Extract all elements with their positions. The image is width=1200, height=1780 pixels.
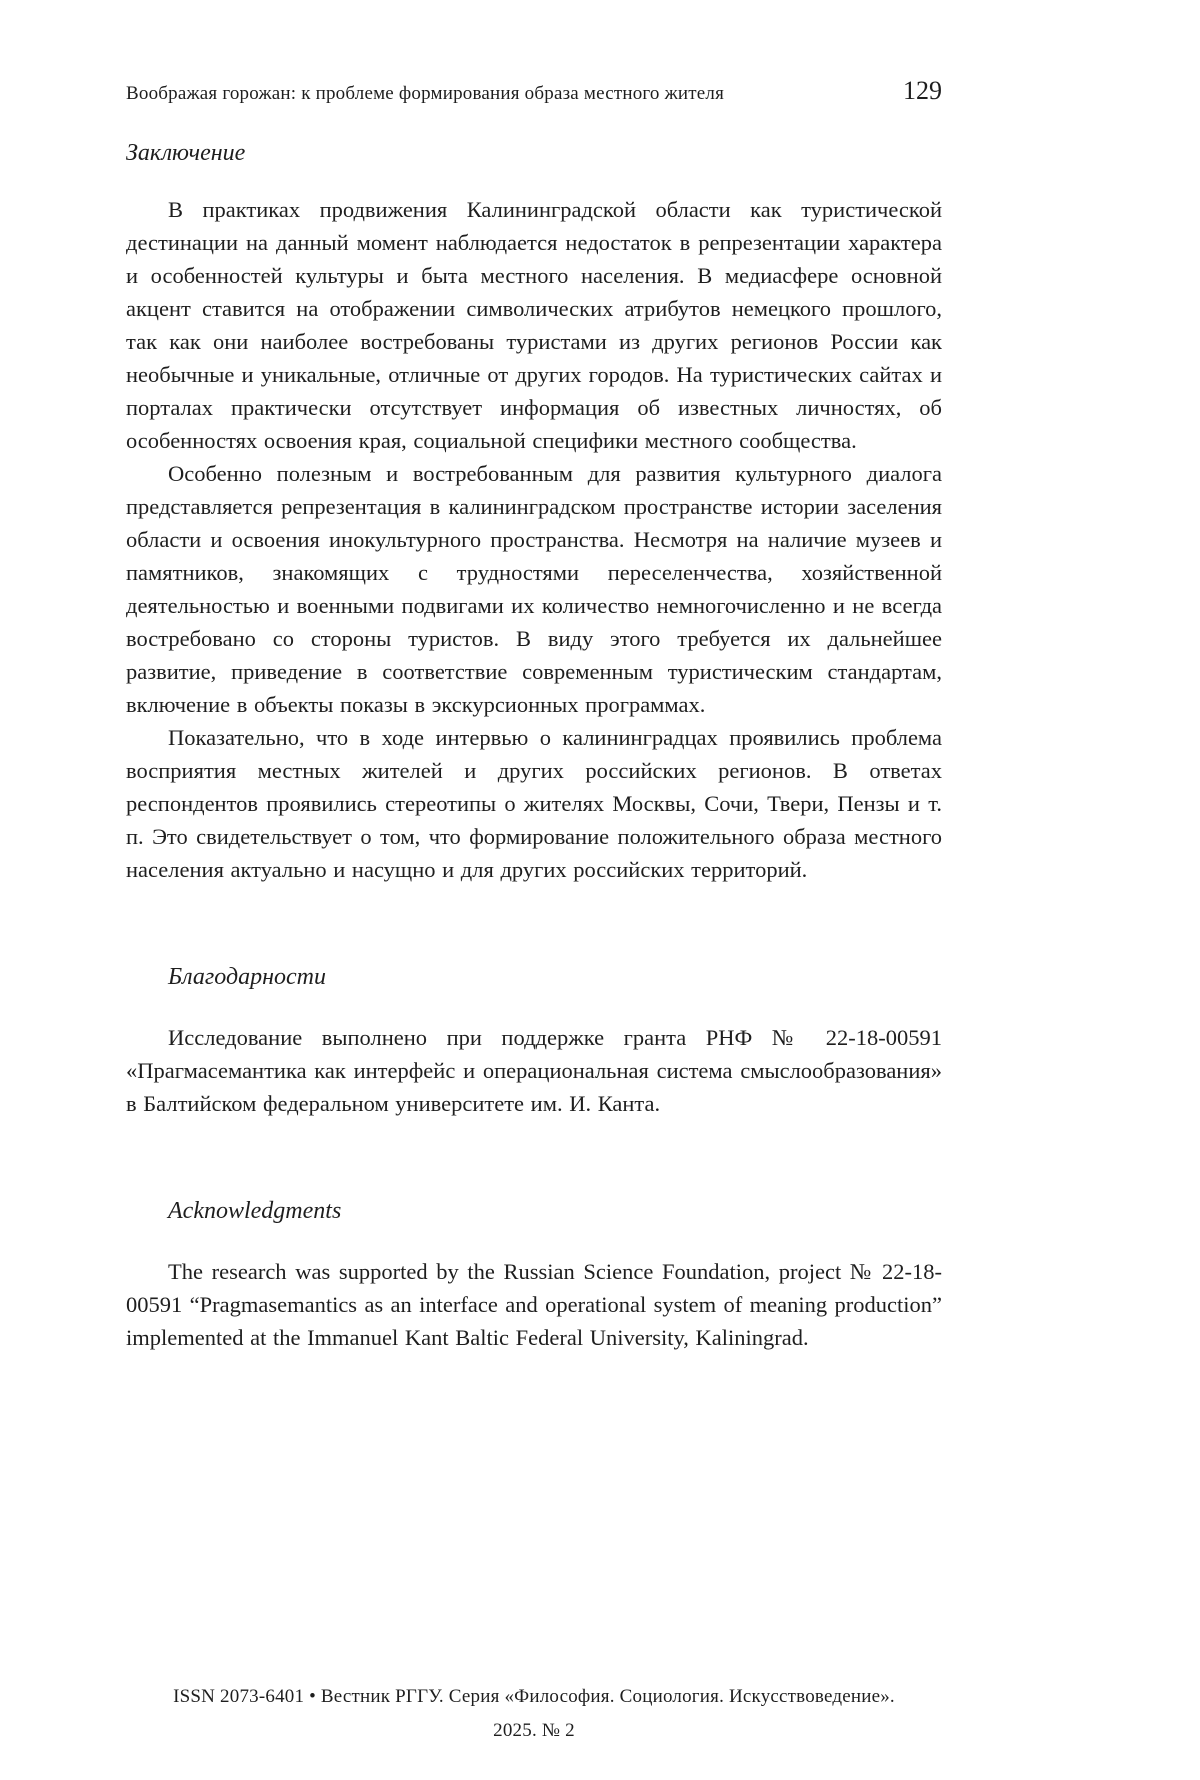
paragraph: Особенно полезным и востребованным для развития культурного диалога представляется репрезентация в калининградском пространстве истории заселения области и освоения инокультурного пространства. Несмотря на наличие музеев и памятников, знакомящих с трудностями переселенчества, хозяйственной деятельностью и военными подвигами их количество немногочисленно и не всегда востребовано со стороны туристов. В виду этого требуется их дальнейшее развитие, приведение в соответствие современным туристическим стандартам, включение в объекты показы в экскурсионных программах. [126, 461, 942, 717]
paragraph: The research was supported by the Russian Science Foundation, project № 22-18-00591 “Pragmasemantics as an interface and operational system of meaning production” implemented at the Immanuel Kant Baltic Federal University, Kaliningrad. [126, 1259, 942, 1350]
paragraph: Показательно, что в ходе интервью о калининградцах проявились проблема восприятия местных жителей и других российских регионов. В ответах респондентов проявились стереотипы о жителях Москвы, Сочи, Твери, Пензы и т. п. Это свидетельствует о том, что формирование положительного образа местного населения актуально и насущно и для других российских территорий. [126, 725, 942, 882]
footer-issue-line: 2025. № 2 [493, 1720, 575, 1741]
section-conclusion [126, 140, 942, 886]
section-heading-acknowledgments-ru: Благодарности [168, 964, 326, 990]
running-title: Воображая горожан: к проблеме формирования образа местного жителя [126, 83, 725, 104]
paragraph: В практиках продвижения Калининградской области как туристической дестинации на данный момент наблюдается недостаток в репрезентации характера и особенностей культуры и быта местного населения. В медиасфере основной акцент ставится на отображении символических атрибутов немецкого прошлого, так как они наиболее востребованы туристами из других регионов России как необычные и уникальные, отличные от других городов. На туристических сайтах и порталах практически отсутствует информация об известных личностях, об особенностях освоения края, социальной специфики местного сообщества. [126, 197, 942, 453]
paragraph: Исследование выполнено при поддержке гранта РНФ № 22-18-00591 «Прагмасемантика как интерфейс и операциональная система смыслообразования» в Балтийском федеральном университете им. И. Канта. [126, 1025, 942, 1116]
section-acknowledgments-ru [126, 964, 942, 1120]
page-number: 129 [903, 76, 942, 105]
footer-issn-line: ISSN 2073-6401 • Вестник РГГУ. Серия «Философия. Социология. Искусствоведение». [173, 1686, 895, 1707]
page-footer [126, 1680, 942, 1748]
section-heading-conclusion: Заключение [126, 140, 246, 166]
section-acknowledgments-en [126, 1198, 942, 1354]
page-header [126, 76, 942, 106]
section-heading-acknowledgments-en: Acknowledgments [168, 1198, 342, 1224]
